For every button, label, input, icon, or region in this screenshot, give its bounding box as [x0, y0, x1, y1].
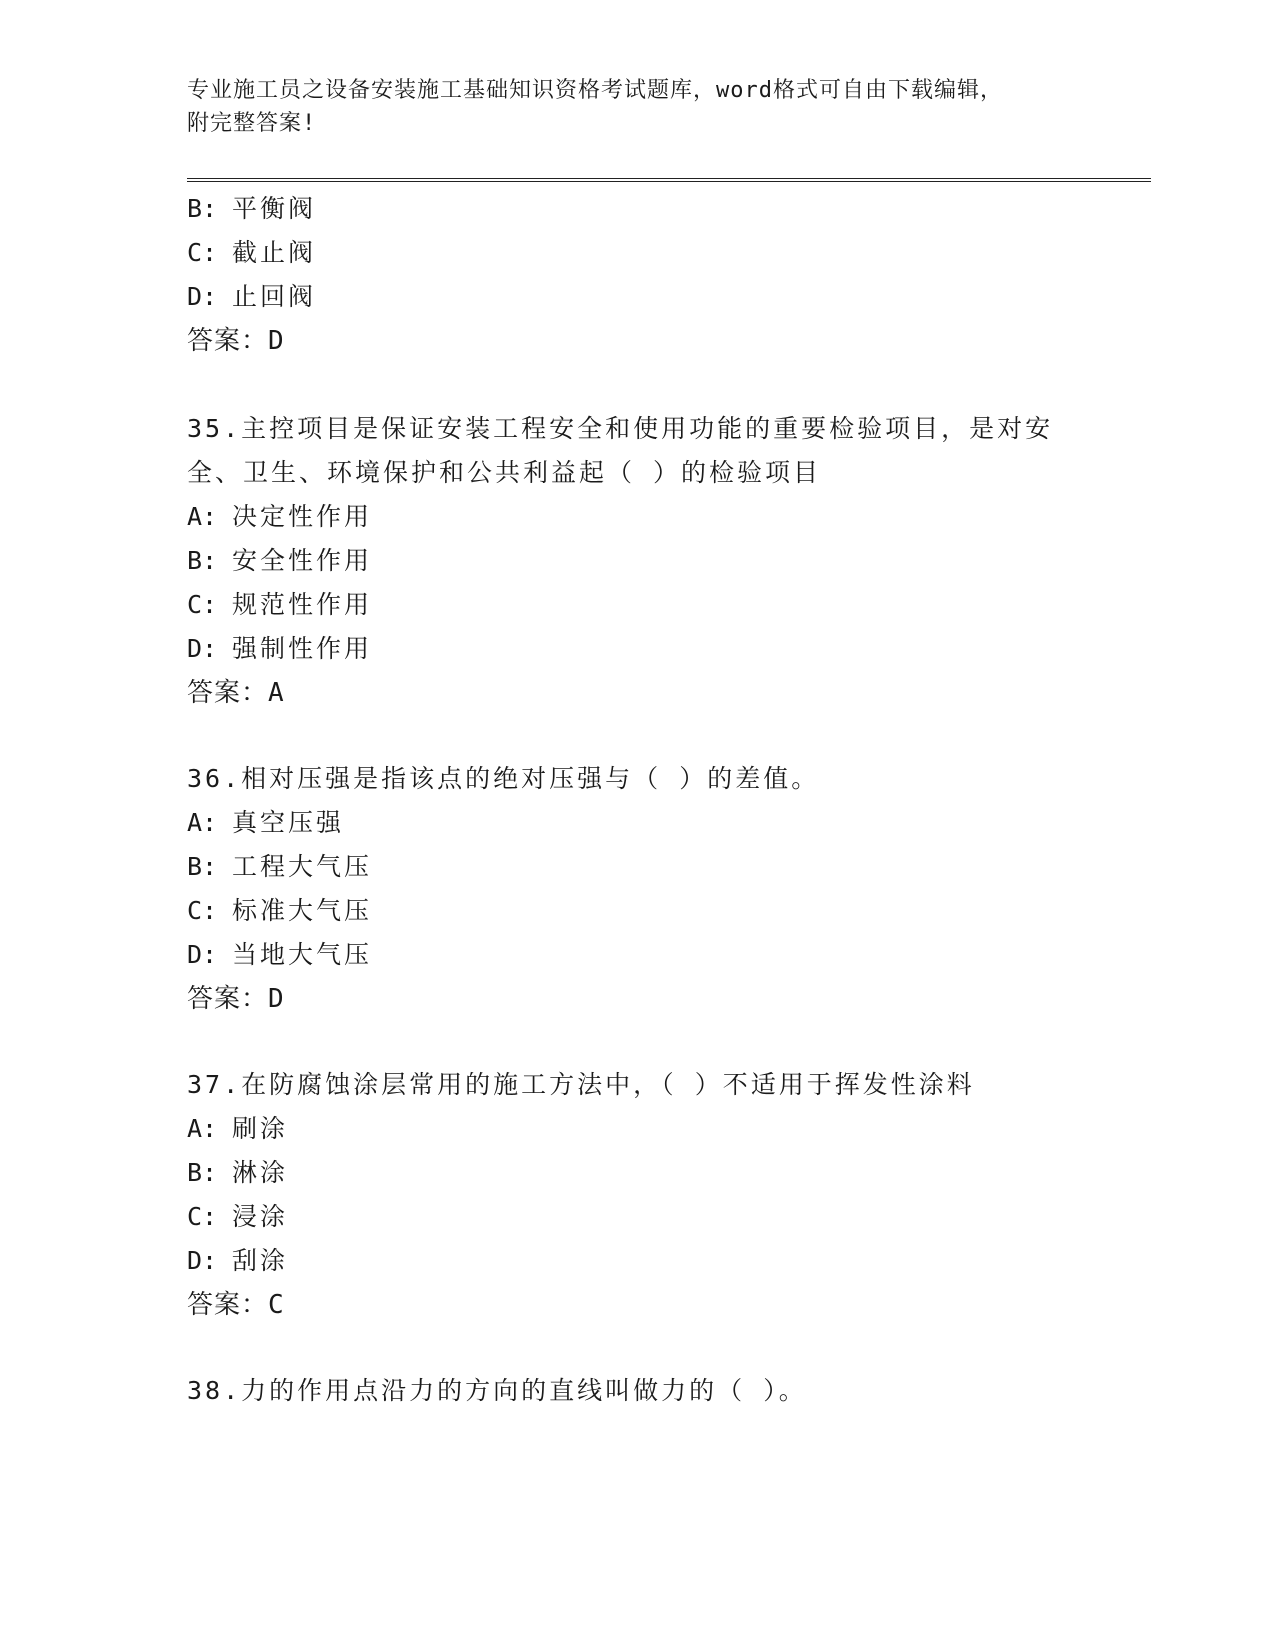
q34-answer: 答案：D [187, 326, 285, 356]
q36-option-c: C: 标准大气压 [187, 896, 373, 925]
q34-option-c: C: 截止阀 [187, 238, 317, 267]
q35-stem-line2: 全、卫生、环境保护和公共利益起（ ）的检验项目 [187, 458, 822, 487]
q36-option-d: D: 当地大气压 [187, 940, 373, 969]
q37-option-b: B: 淋涂 [187, 1158, 289, 1187]
q34-option-b: B: 平衡阀 [187, 194, 317, 223]
q37-option-c: C: 浸涂 [187, 1202, 289, 1231]
q36-stem-line1: 36.相对压强是指该点的绝对压强与（ ）的差值。 [187, 764, 820, 793]
document-header [187, 74, 1087, 140]
q37-stem-line1: 37.在防腐蚀涂层常用的施工方法中，（ ）不适用于挥发性涂料 [187, 1070, 975, 1099]
q35-stem-line1: 35.主控项目是保证安装工程安全和使用功能的重要检验项目，是对安 [187, 414, 1054, 443]
q35-option-d: D: 强制性作用 [187, 634, 373, 663]
q35-option-a: A: 决定性作用 [187, 502, 373, 531]
q37-option-a: A: 刷涂 [187, 1114, 289, 1143]
q35-option-b: B: 安全性作用 [187, 546, 373, 575]
q37-answer: 答案：C [187, 1290, 285, 1320]
header-title-line1: 专业施工员之设备安装施工基础知识资格考试题库，word格式可自由下载编辑， [187, 78, 1003, 103]
q36-option-b: B: 工程大气压 [187, 852, 373, 881]
header-divider [187, 178, 1151, 182]
q35-answer: 答案：A [187, 678, 285, 708]
q35-option-c: C: 规范性作用 [187, 590, 373, 619]
q38-stem-line1: 38.力的作用点沿力的方向的直线叫做力的（ ）。 [187, 1376, 807, 1405]
q36-option-a: A: 真空压强 [187, 808, 345, 837]
q36-answer: 答案：D [187, 984, 285, 1014]
q37-option-d: D: 刮涂 [187, 1246, 289, 1275]
q34-option-d: D: 止回阀 [187, 282, 317, 311]
header-title-line2: 附完整答案! [187, 111, 317, 136]
